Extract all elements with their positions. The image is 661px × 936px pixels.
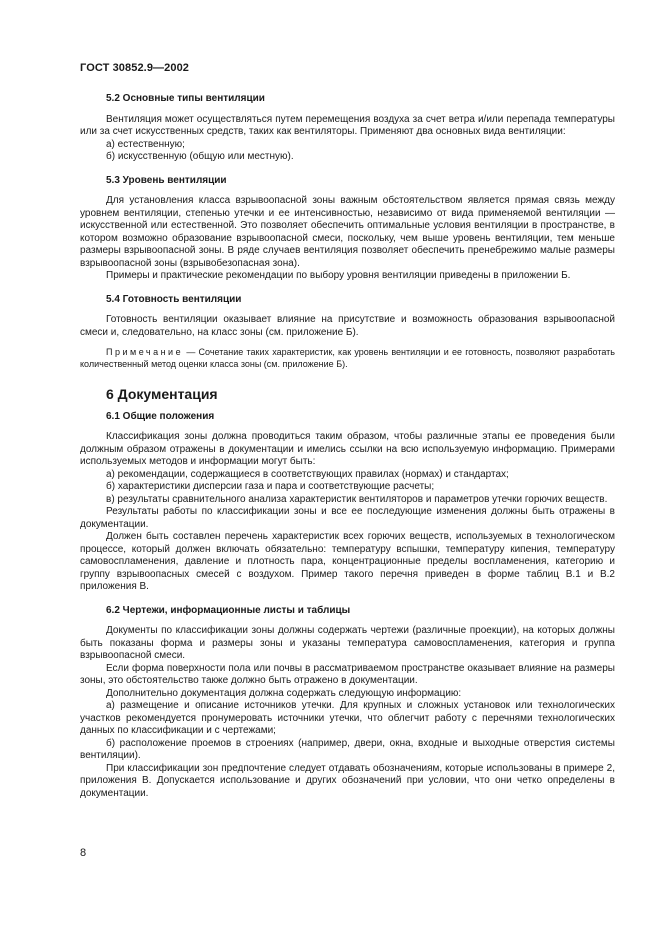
document-page	[80, 0, 615, 936]
list-item: б) характеристики дисперсии газа и пара и соответствующие расчеты;	[106, 481, 435, 492]
paragraph: Примеры и практические рекомендации по выбору уровня вентиляции приведены в приложении Б.	[106, 270, 571, 281]
list-item: а) размещение и описание источников утечки. Для крупных и сложных установок или технологических участков рекомендуется пронумеровать источники утечки, что облегчит работу с перечнями технологических данных по классификации и с чертежами;	[80, 700, 615, 736]
paragraph: Если форма поверхности пола или почвы в рассматриваемом пространстве оказывает влияние на размеры зоны, это обстоятельство также должно быть отражено в документации.	[80, 662, 615, 686]
section-5-3	[80, 175, 615, 283]
list-item: б) искусственную (общую или местную).	[106, 151, 294, 162]
section-6-1-title: 6.1 Общие положения	[106, 410, 215, 422]
section-5-4	[80, 294, 615, 371]
section-6-1	[80, 411, 615, 594]
document-body	[80, 93, 615, 800]
section-6-2-title: 6.2 Чертежи, информационные листы и таблицы	[106, 604, 351, 616]
paragraph: Для установления класса взрывоопасной зоны важным обстоятельством является прямая связь между уровнем вентиляции, степенью утечки и ее интенсивностью, независимо от вида применяемой вентиляции — искусственной или естественной. Это позволяет обеспечить оптимальные условия вентиляции в пространстве, в котором возможно образование взрывоопасной смеси, поскольку, чем выше уровень вентиляции, тем меньше размеры взрывоопасной зоны. В ряде случаев вентиляция позволяет обеспечить пренебрежимо малые размеры взрывоопасной зоны (взрывобезопасная зона).	[80, 195, 615, 269]
section-5-4-title: 5.4 Готовность вентиляции	[106, 293, 242, 305]
paragraph: При классификации зон предпочтение следует отдавать обозначениям, которые использованы в примере 2, приложения В. Допускается использование и других обозначений при условии, что они четко определены в документации.	[80, 762, 615, 799]
paragraph: Результаты работы по классификации зоны и все ее последующие изменения должны быть отражены в документации.	[80, 506, 615, 530]
paragraph: Готовность вентиляции оказывает влияние на присутствие и возможность образования взрывоопасной смеси и, следовательно, на класс зоны (см. приложение Б).	[80, 314, 615, 338]
note-text: — Сочетание таких характеристик, как уровень вентиляции и ее готовность, позволяют разработать количественный метод оценки класса зоны (см. приложение Б).	[80, 347, 615, 369]
paragraph: Документы по классификации зоны должны содержать чертежи (различные проекции), на которых должны быть показаны форма и размеры зоны и указаны температура самовоспламенения, категория и группа взрывоопасной смеси.	[80, 625, 615, 661]
standard-header: ГОСТ 30852.9—2002	[80, 62, 190, 74]
paragraph: Классификация зоны должна проводиться таким образом, чтобы различные этапы ее проведения были должным образом отражены в документации и имелись ссылки на всю используемую информацию. Примерами используемых методов и информации могут быть:	[80, 431, 615, 467]
list-item: б) расположение проемов в строениях (например, двери, окна, входные и выходные отверстия системы вентиляции).	[80, 737, 615, 761]
list-item: в) результаты сравнительного анализа характеристик вентиляторов и параметров утечки горючих веществ.	[106, 493, 608, 505]
page-number: 8	[80, 847, 87, 859]
section-5-2	[80, 93, 615, 164]
note	[80, 347, 615, 370]
paragraph: Вентиляция может осуществляться путем перемещения воздуха за счет ветра и/или перепада температуры или за счет искусственных средств, таких как вентиляторы. Применяют два основных вида вентиляции:	[80, 113, 615, 137]
section-5-3-title: 5.3 Уровень вентиляции	[106, 174, 227, 186]
paragraph: Должен быть составлен перечень характеристик всех горючих веществ, используемых в технологическом процессе, который должен включать обязательно: температуру вспышки, температуру кипения, температуру самовоспламенения, давление и плотность пара, концентрационные пределы воспламенения, категорию и группу взрывоопасных смесей с воздухом. Пример такого перечня приведен в форме таблиц В.1 и В.2 приложения В.	[80, 531, 615, 592]
section-5-2-title: 5.2 Основные типы вентиляции	[106, 93, 265, 104]
note-label: Примечание	[106, 347, 184, 357]
paragraph: Дополнительно документация должна содержать следующую информацию:	[106, 687, 462, 699]
list-item: а) рекомендации, содержащиеся в соответствующих правилах (нормах) и стандартах;	[106, 468, 509, 480]
section-6-title: 6 Документация	[106, 386, 218, 402]
list-item: а) естественную;	[106, 138, 185, 150]
section-6-2	[80, 605, 615, 801]
